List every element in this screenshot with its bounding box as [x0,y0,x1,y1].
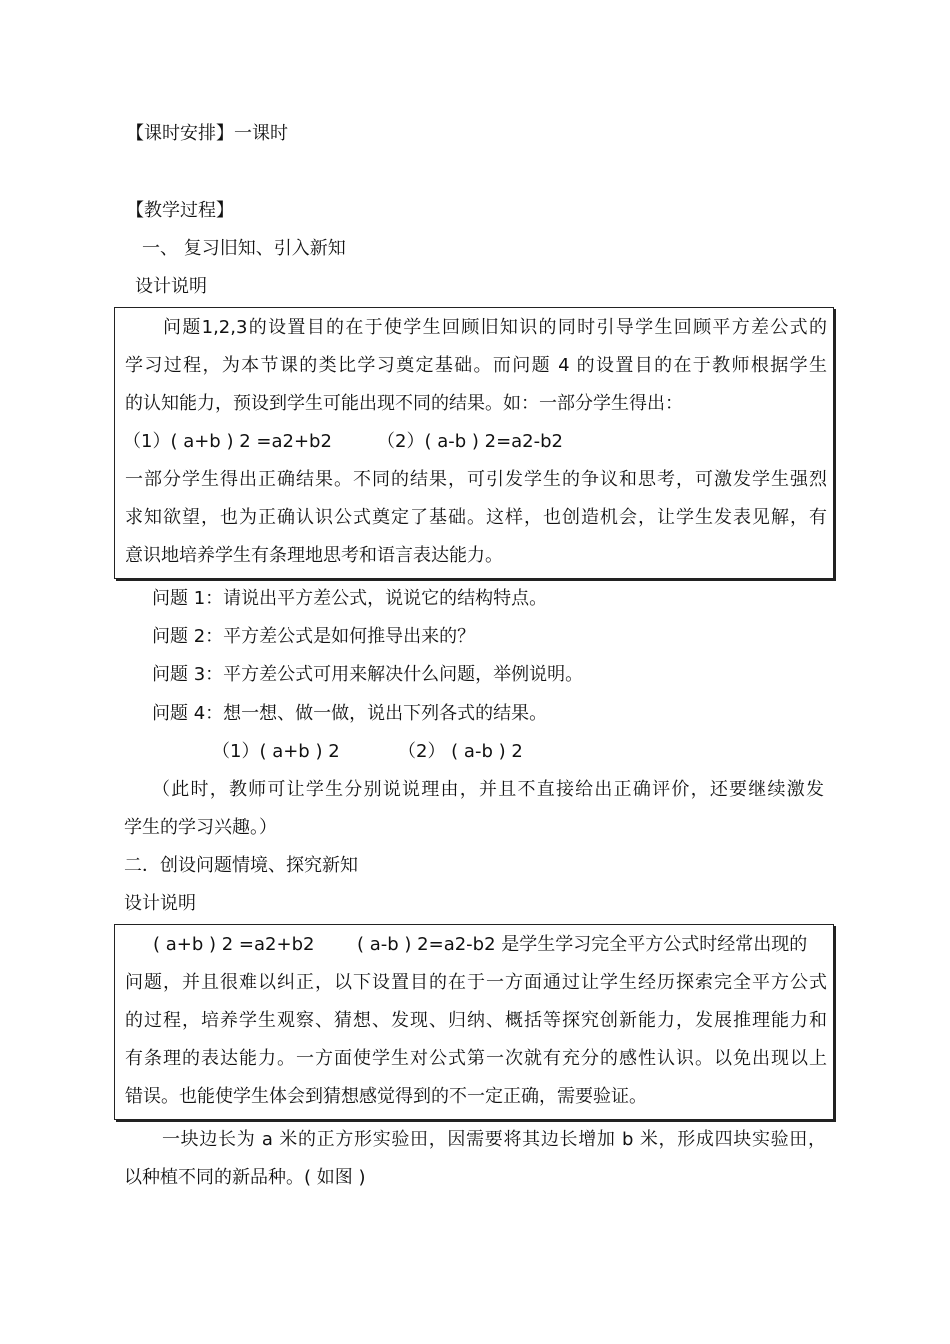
box1-line-6: 求知欲望，也为正确认识公式奠定了基础。这样，也创造机会，让学生发表见解，有 [125,507,827,528]
box2-line-5: 错误。也能使学生体会到猜想感觉得到的不一定正确，需要验证。 [125,1086,647,1107]
question-4-item-1: （1）( a+b ) 2 [212,741,340,762]
teacher-note-line-2: 学生的学习兴趣。） [124,817,277,838]
question-2: 问题 2：平方差公式是如何推导出来的？ [152,626,476,647]
design-note-label-1: 设计说明 [135,276,207,297]
question-4: 问题 4：想一想、做一做，说出下列各式的结果。 [152,703,548,724]
closing-line-1: 一块边长为 a 米的正方形实验田，因需要将其边长增加 b 米，形成四块实验田， [162,1129,826,1150]
section-2-title: 二．创设问题情境、探究新知 [124,855,358,876]
box2-line-3: 的过程，培养学生观察、猜想、发现、归纳、概括等探究创新能力，发展推理能力和 [125,1010,827,1031]
design-note-box-2 [114,924,834,1120]
question-4-item-2: （2） ( a-b ) 2 [398,741,523,762]
box1-formula-2: （2）( a-b ) 2=a2-b2 [377,431,564,452]
question-3: 问题 3：平方差公式可用来解决什么问题，举例说明。 [152,664,584,685]
question-1: 问题 1：请说出平方差公式，说说它的结构特点。 [152,588,548,609]
box1-line-7: 意识地培养学生有条理地思考和语言表达能力。 [125,545,503,566]
box2-line-2: 问题，并且很难以纠正，以下设置目的在于一方面通过让学生经历探索完全平方公式 [125,972,827,993]
box2-formula-2: ( a-b ) 2=a2-b2 是学生学习完全平方公式时经常出现的 [357,934,808,955]
box1-line-3: 的认知能力，预设到学生可能出现不同的结果。如：一部分学生得出： [125,393,683,414]
box2-line-4: 有条理的表达能力。一方面使学生对公式第一次就有充分的感性认识。以免出现以上 [125,1048,827,1069]
section-1-title: 一、 复习旧知、引入新知 [142,238,346,259]
box1-formula-1: （1）( a+b ) 2 =a2+b2 [123,431,332,452]
teacher-note-line-1: （此时，教师可让学生分别说说理由，并且不直接给出正确评价，还要继续激发 [152,779,824,800]
box2-formula-1: ( a+b ) 2 =a2+b2 [153,934,315,955]
design-note-label-2: 设计说明 [124,893,196,914]
closing-line-2: 以种植不同的新品种。( 如图 ) [124,1167,366,1188]
box1-line-2: 学习过程，为本节课的类比学习奠定基础。而问题 4 的设置目的在于教师根据学生 [125,355,827,376]
design-note-box-1 [114,307,834,579]
process-heading: 【教学过程】 [126,200,234,221]
box1-line-1: 问题1,2,3的设置目的在于使学生回顾旧知识的同时引导学生回顾平方差公式的 [163,317,827,338]
box1-line-5: 一部分学生得出正确结果。不同的结果，可引发学生的争议和思考，可激发学生强烈 [125,469,827,490]
schedule-heading: 【课时安排】一课时 [126,123,288,144]
